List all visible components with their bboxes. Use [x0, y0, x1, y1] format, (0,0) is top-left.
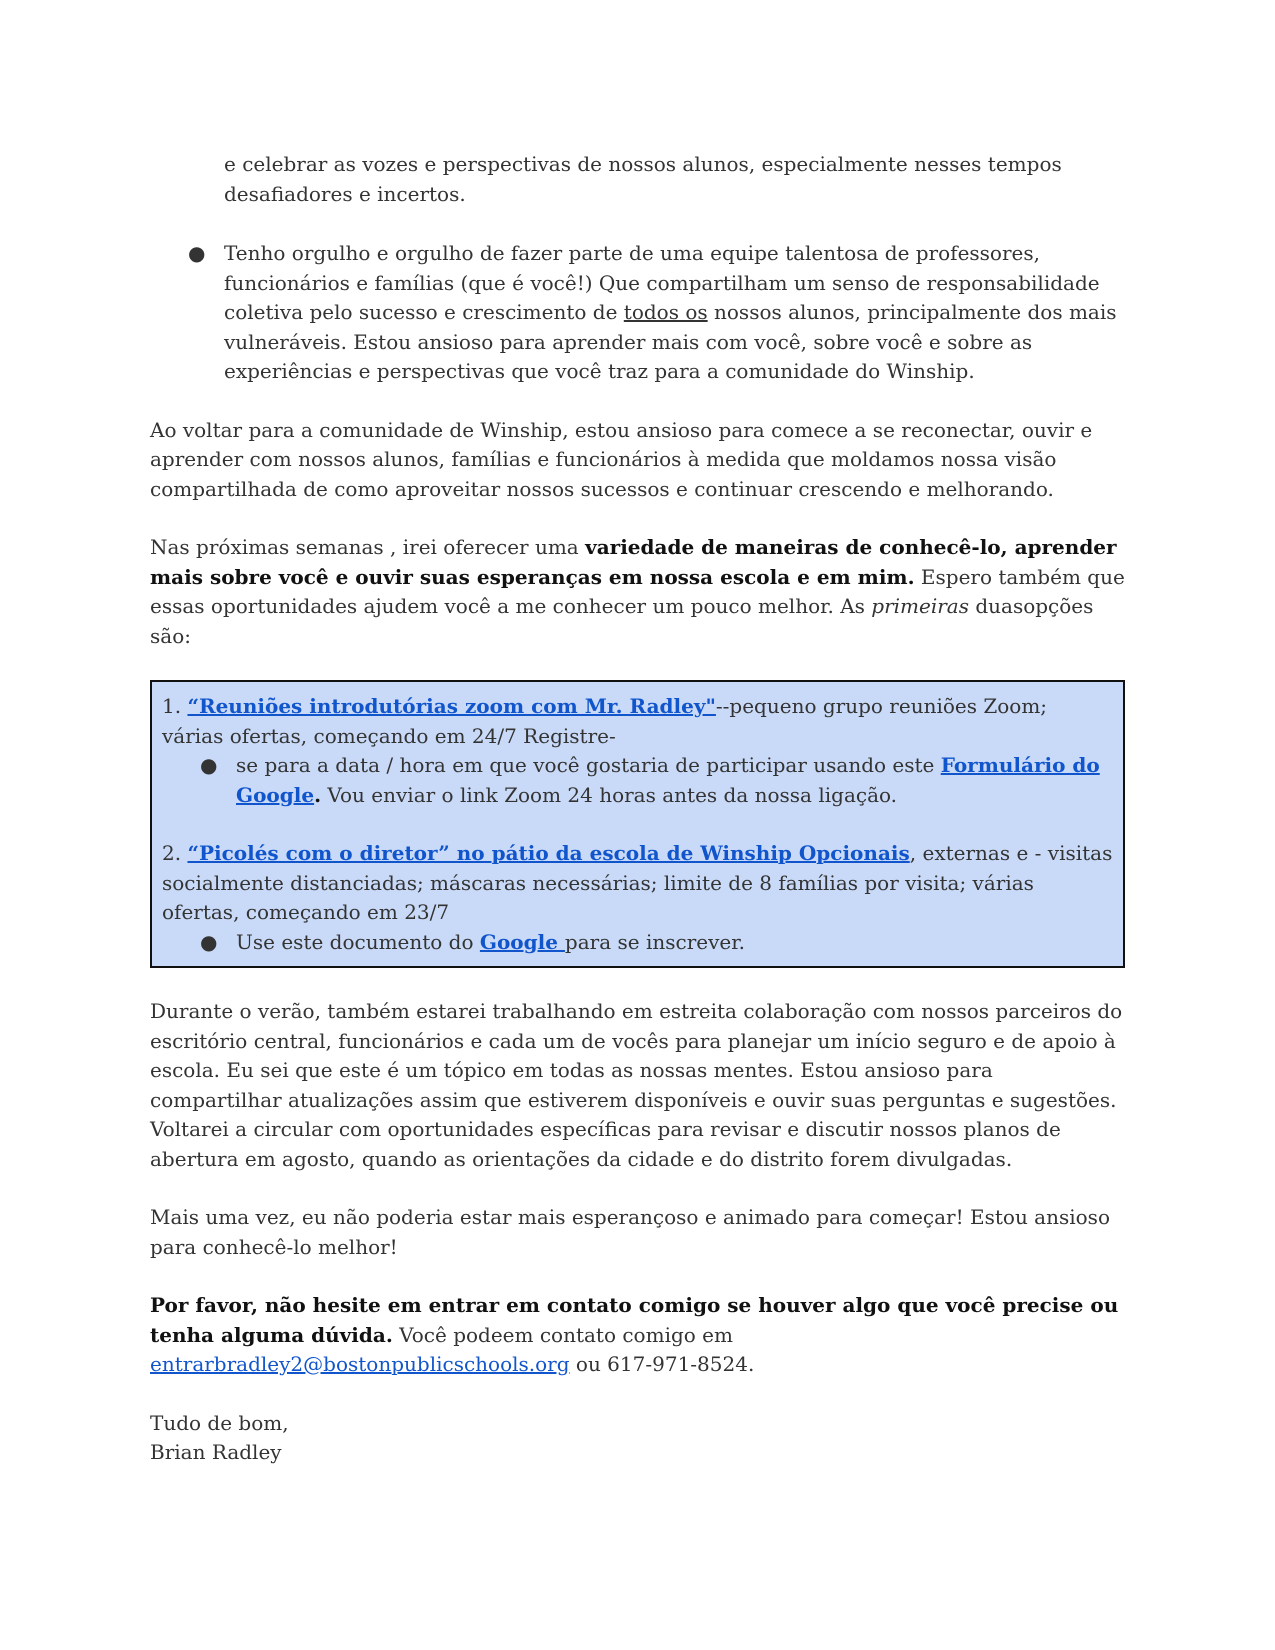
option-2-link[interactable]: “Picolés com o diretor” no pátio da escola de Winship Opcionais: [187, 841, 910, 865]
weeks-bold-text: variedade de maneiras de conhecê-lo, aprender mais sobre você e ouvir suas esperanças em nossa escola e em mim.: [150, 535, 1117, 589]
weeks-paragraph: [150, 533, 1125, 651]
weeks-text-middle: Espero também que essas oportunidades ajudem você a me conhecer um pouco melhor. As: [150, 564, 1125, 618]
bullet-icon: ●: [188, 241, 206, 265]
option-2: [162, 839, 1113, 928]
bullet-icon: ●: [200, 929, 218, 954]
options-box: [150, 680, 1125, 968]
signature-block: [150, 1409, 1125, 1468]
option-1: [162, 692, 1113, 751]
pride-underlined-text: todos os: [623, 300, 708, 324]
option-1-number: 1.: [162, 694, 188, 718]
option-1-bullet: [162, 751, 1113, 810]
weeks-text-end: duasopções são:: [150, 594, 1094, 648]
intro-continuation: e celebrar as vozes e perspectivas de nossos alunos, especialmente nesses tempos desafiadores e incertos.: [224, 152, 1062, 206]
email-link[interactable]: entrarbradley2@bostonpublicschools.org: [150, 1352, 570, 1376]
contact-after-email: ou 617-971-8524.: [569, 1352, 755, 1376]
letter-body: [150, 150, 1125, 1468]
option-1-link[interactable]: “Reuniões introdutórias zoom com Mr. Radley": [187, 694, 716, 718]
again-paragraph: Mais uma vez, eu não poderia estar mais esperançoso e animado para começar! Estou ansioso para conhecê-lo melhor!: [150, 1205, 1110, 1259]
google-doc-link[interactable]: Google: [479, 929, 565, 954]
option-1-text: --pequeno grupo reuniões Zoom; várias ofertas, começando em 24/7 Registre-: [162, 694, 1048, 748]
closing-line: Tudo de bom,: [150, 1410, 289, 1435]
return-paragraph: Ao voltar para a comunidade de Winship, estou ansioso para comece a se reconectar, ouvir e aprender com nossos alunos, famílias e funcionários à medida que moldamos nossa visão compartilhada de como aproveitar nossos sucessos e continuar crescendo e melhorando.: [150, 417, 1093, 501]
bullet-icon: ●: [200, 753, 218, 777]
option-2-bullet: [162, 928, 1113, 958]
pride-bullet-item: [150, 239, 1125, 387]
option-1-bullet-dot: .: [314, 782, 322, 807]
signature-name: Brian Radley: [150, 1440, 282, 1464]
pride-text-before: Tenho orgulho e orgulho de fazer parte de uma equipe talentosa de professores, funcionários e famílias (que é você!) Que compartilham um senso de responsabilidade coletiva pelo sucesso e crescimento de: [224, 241, 1100, 324]
google-form-link[interactable]: Formulário do Google: [236, 753, 1100, 807]
weeks-italic-text: primeiras: [871, 594, 969, 618]
contact-text: Você podeem contato comigo em: [392, 1322, 733, 1347]
contact-paragraph: [150, 1291, 1125, 1380]
option-2-text: , externas e - visitas socialmente distanciadas; máscaras necessárias; limite de 8 famílias por visita; várias ofertas, começando em 23/7: [162, 841, 1113, 924]
pride-text-after: nossos alunos, principalmente dos mais vulneráveis. Estou ansioso para aprender mais com você, sobre você e sobre as experiências e perspectivas que você traz para a comunidade do Winship.: [224, 300, 1117, 383]
option-2-number: 2.: [162, 841, 188, 865]
weeks-text-start: Nas próximas semanas , irei oferecer uma: [150, 535, 586, 559]
contact-bold-text: Por favor, não hesite em entrar em contato comigo se houver algo que você precise ou tenha alguma dúvida.: [150, 1293, 1119, 1347]
summer-paragraph: Durante o verão, também estarei trabalhando em estreita colaboração com nossos parceiros do escritório central, funcionários e cada um de vocês para planejar um início seguro e de apoio à escola. Eu sei que este é um tópico em todas as nossas mentes. Estou ansioso para compartilhar atualizações assim que estiverem disponíveis e ouvir suas perguntas e sugestões. Voltarei a circular com oportunidades específicas para revisar e discutir nossos planos de abertura em agosto, quando as orientações da cidade e do distrito forem divulgadas.: [150, 999, 1123, 1171]
option-2-bullet-text: Use este documento do: [236, 929, 480, 954]
option-1-bullet-text: se para a data / hora em que você gostaria de participar usando este: [236, 753, 941, 777]
option-1-bullet-after: Vou enviar o link Zoom 24 horas antes da nossa ligação.: [321, 782, 898, 807]
option-2-bullet-after: para se inscrever.: [564, 929, 745, 954]
